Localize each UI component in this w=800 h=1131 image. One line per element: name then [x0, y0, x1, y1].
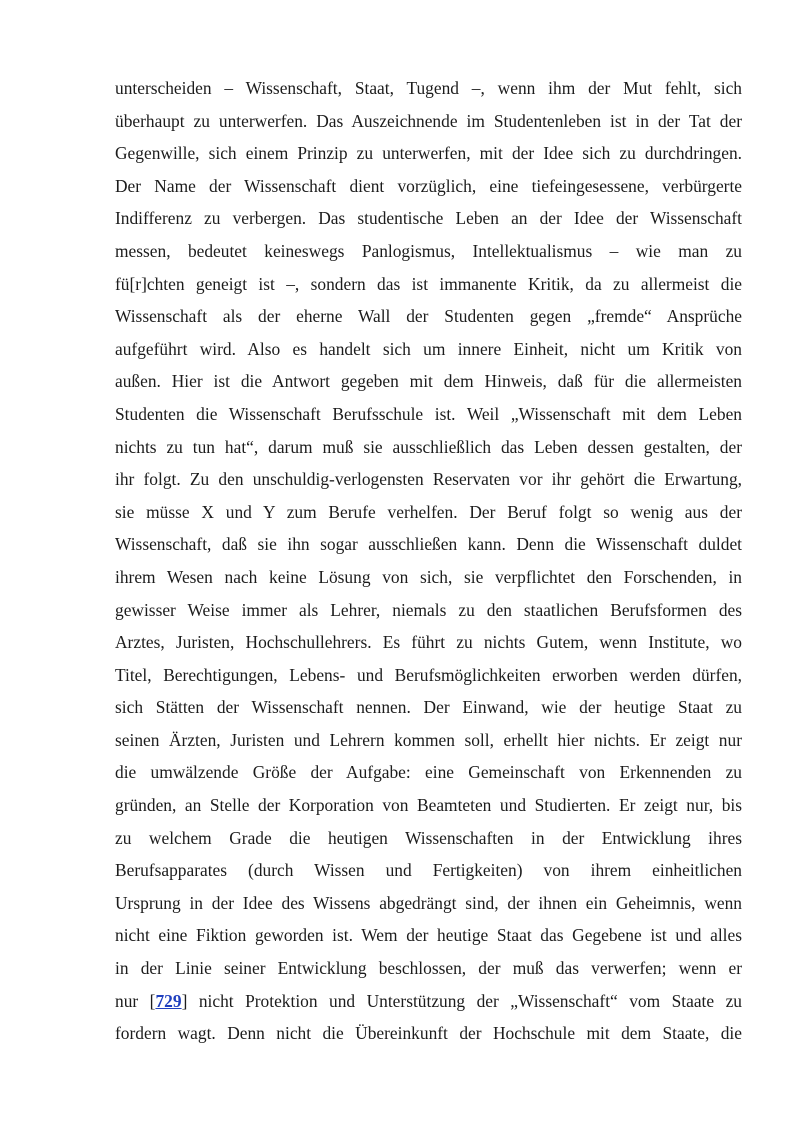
- text-line: messen, bedeutet keineswegs Panlogismus, Intellektualismus – wie man zu: [115, 240, 742, 261]
- text-line: überhaupt zu unterwerfen. Das Auszeichnende im Studentenleben ist in der Tat der: [115, 110, 742, 131]
- text-line: zu welchem Grade die heutigen Wissenschaften in der Entwicklung ihres: [115, 827, 742, 848]
- text-line: Der Name der Wissenschaft dient vorzüglich, eine tiefeingesessene, verbürgerte: [115, 175, 742, 196]
- text-line: Titel, Berechtigungen, Lebens- und Berufsmöglichkeiten erworben werden dürfen,: [115, 664, 742, 685]
- text-segment: nur: [115, 990, 150, 1011]
- text-line: Ursprung in der Idee des Wissens abgedrängt sind, der ihnen ein Geheimnis, wenn: [115, 892, 742, 913]
- text-line: Studenten die Wissenschaft Berufsschule ist. Weil „Wissenschaft mit dem Leben: [115, 403, 742, 424]
- page-ref-bracket-open: [: [149, 990, 156, 1011]
- text-line-with-page-ref: [115, 985, 742, 1018]
- text-line: Arztes, Juristen, Hochschullehrers. Es führt zu nichts Gutem, wenn Institute, wo: [115, 632, 742, 653]
- text-line: sich Stätten der Wissenschaft nennen. Der Einwand, wie der heutige Staat zu: [115, 697, 742, 718]
- text-line: unterscheiden – Wissenschaft, Staat, Tugend –, wenn ihm der Mut fehlt, sich: [115, 78, 742, 98]
- page-ref-bracket-close: ]: [181, 990, 188, 1011]
- text-line: aufgeführt wird. Also es handelt sich um innere Einheit, nicht um Kritik von: [115, 338, 742, 359]
- text-line: gewisser Weise immer als Lehrer, niemals zu den staatlichen Berufsformen des: [115, 599, 742, 620]
- text-line: Berufsapparates (durch Wissen und Fertigkeiten) von ihrem einheitlichen: [115, 860, 742, 881]
- text-line: ihr folgt. Zu den unschuldig-verlogensten Reservaten vor ihr gehört die Erwartung,: [115, 469, 742, 490]
- text-line: seinen Ärzten, Juristen und Lehrern kommen soll, erhellt hier nichts. Er zeigt nur: [115, 729, 742, 750]
- text-line: außen. Hier ist die Antwort gegeben mit dem Hinweis, daß für die allermeisten: [115, 371, 742, 392]
- text-segment: nicht Protektion und Unterstützung der „Wissenschaft“ vom Staate zu: [187, 990, 742, 1011]
- text-line: gründen, an Stelle der Korporation von Beamteten und Studierten. Er zeigt nur, bis: [115, 795, 742, 816]
- text-line: Wissenschaft als der eherne Wall der Studenten gegen „fremde“ Ansprüche: [115, 306, 742, 327]
- text-line: fü[r]chten geneigt ist –, sondern das ist immanente Kritik, da zu allermeist die: [115, 273, 742, 294]
- text-line: ihrem Wesen nach keine Lösung von sich, sie verpflichtet den Forschenden, in: [115, 566, 742, 587]
- page-number-link[interactable]: 729: [155, 990, 182, 1011]
- text-line: Indifferenz zu verbergen. Das studentische Leben an der Idee der Wissenschaft: [115, 208, 742, 229]
- text-line: Wissenschaft, daß sie ihn sogar ausschließen kann. Denn die Wissenschaft duldet: [115, 534, 742, 555]
- text-line: in der Linie seiner Entwicklung beschlossen, der muß das verwerfen; wenn er: [115, 958, 742, 979]
- text-line: nichts zu tun hat“, darum muß sie ausschließlich das Leben dessen gestalten, der: [115, 436, 742, 457]
- text-line: Gegenwille, sich einem Prinzip zu unterwerfen, mit der Idee sich zu durchdringen.: [115, 143, 742, 164]
- document-body: [115, 72, 742, 1050]
- text-line: fordern wagt. Denn nicht die Übereinkunft der Hochschule mit dem Staate, die: [115, 1023, 742, 1044]
- text-line: nicht eine Fiktion geworden ist. Wem der heutige Staat das Gegebene ist und alles: [115, 925, 742, 946]
- text-line: die umwälzende Größe der Aufgabe: eine Gemeinschaft von Erkennenden zu: [115, 762, 742, 783]
- text-line: sie müsse X und Y zum Berufe verhelfen. Der Beruf folgt so wenig aus der: [115, 501, 742, 522]
